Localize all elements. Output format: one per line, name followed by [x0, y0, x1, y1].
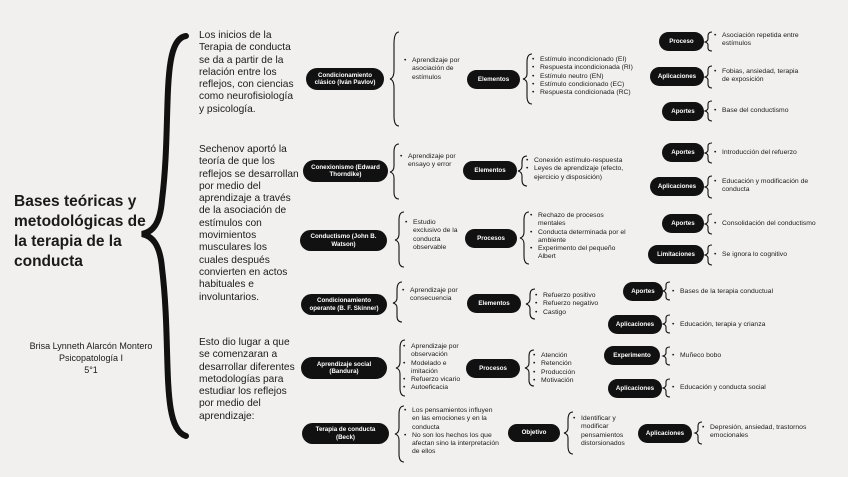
- node-objetivo[interactable]: Objetivo: [508, 424, 560, 442]
- mid-item: • Estímulo condicionado (EC): [532, 81, 644, 89]
- node-aplicaciones[interactable]: Aplicaciones: [608, 315, 662, 334]
- desc-item: • Refuerzo vicario: [403, 376, 468, 384]
- desc-item: • Los pensamientos influyen en las emociones y en la conducta: [404, 407, 500, 432]
- right-item: • Educación y modificación de conducta: [714, 178, 814, 195]
- desc-list: [405, 219, 460, 252]
- method-condicionamiento-clasico[interactable]: Condicionamiento clásico (Iván Pavlov): [306, 68, 384, 90]
- mid-list: [530, 212, 630, 262]
- desc-bracket-1: [390, 144, 399, 199]
- node-aportes[interactable]: Aportes: [662, 214, 704, 233]
- mid-item: • Respuesta condicionada (RC): [532, 89, 644, 97]
- right-list: [672, 321, 792, 329]
- right-item: • Depresión, ansiedad, trastornos emocionales: [702, 424, 812, 441]
- node-elementos[interactable]: Elementos: [467, 70, 520, 89]
- mid-bracket-0: [523, 54, 532, 104]
- right-item: • Bases de la terapia conductual: [672, 288, 792, 296]
- node-aportes[interactable]: Aportes: [623, 282, 663, 301]
- right-bracket-4: [705, 176, 712, 198]
- right-item: • Fobias, ansiedad, terapia de exposición: [714, 68, 799, 85]
- desc-item: • Aprendizaje por asociación de estímulos: [404, 57, 460, 82]
- method-aprendizaje-social[interactable]: Aprendizaje social (Bandura): [301, 357, 387, 379]
- mid-item: • Atención: [533, 352, 603, 360]
- right-list: [702, 424, 812, 441]
- intro-paragraph-1: Los inicios de la Terapia de conducta se da a partir de la relación entre los reflejos, con ciencias como neurofisiología y psicología.: [199, 30, 294, 115]
- right-bracket-6: [705, 245, 712, 265]
- desc-item: • Aprendizaje por ensayo y error: [400, 153, 460, 170]
- node-procesos[interactable]: Procesos: [465, 229, 517, 248]
- mid-item: • Motivación: [533, 377, 603, 385]
- right-list: [714, 251, 814, 259]
- desc-list: [403, 343, 468, 393]
- mid-item: • Refuerzo negativo: [535, 300, 615, 308]
- desc-bracket-3: [393, 282, 402, 322]
- desc-bracket-0: [390, 32, 399, 126]
- right-item: • Educación, terapia y crianza: [672, 321, 792, 329]
- author-group: 5°1: [84, 365, 98, 375]
- right-list: [672, 352, 772, 360]
- intro-paragraph-3: Esto dio lugar a que se comenzaran a desarrollar diferentes metodologías para estudiar los reflejos por medio del aprendizaje:: [199, 337, 295, 422]
- right-item: • Consolidación del conductismo: [714, 220, 829, 228]
- mid-item: • Leyes de aprendizaje (efecto, ejercicio y disposición): [526, 165, 638, 182]
- right-bracket-9: [663, 347, 670, 365]
- right-list: [714, 68, 799, 85]
- mid-list: [526, 157, 638, 182]
- method-conexionismo[interactable]: Conexionismo (Edward Thorndike): [303, 160, 388, 182]
- mid-bracket-5: [564, 412, 573, 454]
- mid-list: [532, 56, 644, 97]
- desc-item: • Autoeficacia: [403, 384, 468, 392]
- node-aplicaciones[interactable]: Aplicaciones: [638, 424, 692, 443]
- mid-list: [573, 415, 639, 448]
- mid-item: • Refuerzo positivo: [535, 292, 615, 300]
- right-bracket-0: [705, 32, 712, 51]
- desc-item: • No son los hechos los que afectan sino la interpretación de ellos: [404, 432, 500, 457]
- map-title: Bases teóricas y metodológicas de la terapia de la conducta: [14, 193, 146, 270]
- right-bracket-5: [705, 214, 712, 234]
- node-experimento[interactable]: Experimento: [604, 346, 660, 365]
- right-bracket-1: [705, 66, 712, 88]
- desc-list: [402, 287, 462, 304]
- right-bracket-10: [663, 379, 670, 397]
- right-bracket-7: [663, 282, 670, 300]
- mid-item: • Producción: [533, 369, 603, 377]
- right-bracket-3: [705, 143, 712, 163]
- method-condicionamiento-operante[interactable]: Condicionamiento operante (B. F. Skinner): [301, 294, 387, 315]
- right-list: [714, 107, 814, 115]
- desc-item: • Modelado e imitación: [403, 360, 468, 377]
- right-list: [714, 32, 799, 49]
- node-elementos[interactable]: Elementos: [463, 161, 517, 180]
- right-item: • Base del conductismo: [714, 107, 814, 115]
- node-procesos[interactable]: Procesos: [466, 359, 520, 378]
- desc-item: • Aprendizaje por observación: [403, 343, 468, 360]
- desc-item: • Estudio exclusivo de la conducta observable: [405, 219, 460, 252]
- right-list: [714, 149, 824, 157]
- mid-bracket-2: [520, 212, 529, 264]
- main-brace: [142, 36, 186, 436]
- mid-list: [535, 292, 615, 317]
- node-aplicaciones[interactable]: Aplicaciones: [650, 67, 704, 86]
- right-item: • Se ignora lo cognitivo: [714, 251, 814, 259]
- method-terapia-de-conducta[interactable]: Terapia de conducta (Beck): [302, 423, 389, 444]
- mid-list: [533, 352, 603, 385]
- node-aportes[interactable]: Aportes: [662, 143, 704, 162]
- desc-item: • Aprendizaje por consecuencia: [402, 287, 462, 304]
- right-bracket-2: [705, 101, 712, 121]
- desc-list: [404, 407, 500, 457]
- method-conductismo[interactable]: Conductismo (John B. Watson): [300, 230, 387, 251]
- mid-item: • Experimento del pequeño Albert: [530, 245, 630, 262]
- right-item: • Educación y conducta social: [672, 384, 792, 392]
- right-item: • Muñeco bobo: [672, 352, 772, 360]
- desc-bracket-5: [395, 406, 404, 462]
- node-limitaciones[interactable]: Limitaciones: [648, 245, 704, 264]
- node-aplicaciones[interactable]: Aplicaciones: [608, 379, 662, 398]
- right-item: • Introducción del refuerzo: [714, 149, 824, 157]
- mid-item: • Estímulo neutro (EN): [532, 73, 644, 81]
- desc-list: [404, 57, 460, 82]
- desc-bracket-2: [395, 212, 404, 267]
- right-list: [714, 220, 829, 228]
- right-bracket-11: [695, 422, 702, 444]
- mid-item: • Castigo: [535, 309, 615, 317]
- mid-item: • Conexión estímulo-respuesta: [526, 157, 638, 165]
- author-course: Psicopatología I: [58, 353, 124, 363]
- mid-bracket-3: [526, 289, 535, 319]
- mid-item: • Respuesta incondicionada (RI): [532, 64, 644, 72]
- node-elementos[interactable]: Elementos: [467, 294, 521, 313]
- node-aplicaciones[interactable]: Aplicaciones: [650, 177, 704, 196]
- node-proceso[interactable]: Proceso: [659, 32, 704, 51]
- right-bracket-8: [663, 315, 670, 333]
- mid-item: • Estímulo incondicionado (EI): [532, 56, 644, 64]
- desc-list: [400, 153, 460, 170]
- intro-paragraph-2: Sechenov aportó la teoría de que los reflejos se desarrollan por medio del aprendizaje a través de la asociación de estímulos con movimientos musculares los cuales después convierten en actos habituales e involuntarios.: [199, 144, 299, 303]
- right-list: [714, 178, 814, 195]
- right-list: [672, 288, 792, 296]
- right-list: [672, 384, 792, 392]
- mid-item: • Conducta determinada por el ambiente: [530, 229, 630, 246]
- node-aportes[interactable]: Aportes: [662, 102, 704, 121]
- author-name: Brisa Lynneth Alarcón Montero: [29, 341, 153, 351]
- mid-item: • Retención: [533, 360, 603, 368]
- mid-item: • Identificar y modificar pensamientos distorsionados: [573, 415, 639, 448]
- mid-item: • Rechazo de procesos mentales: [530, 212, 630, 229]
- right-item: • Asociación repetida entre estímulos: [714, 32, 799, 49]
